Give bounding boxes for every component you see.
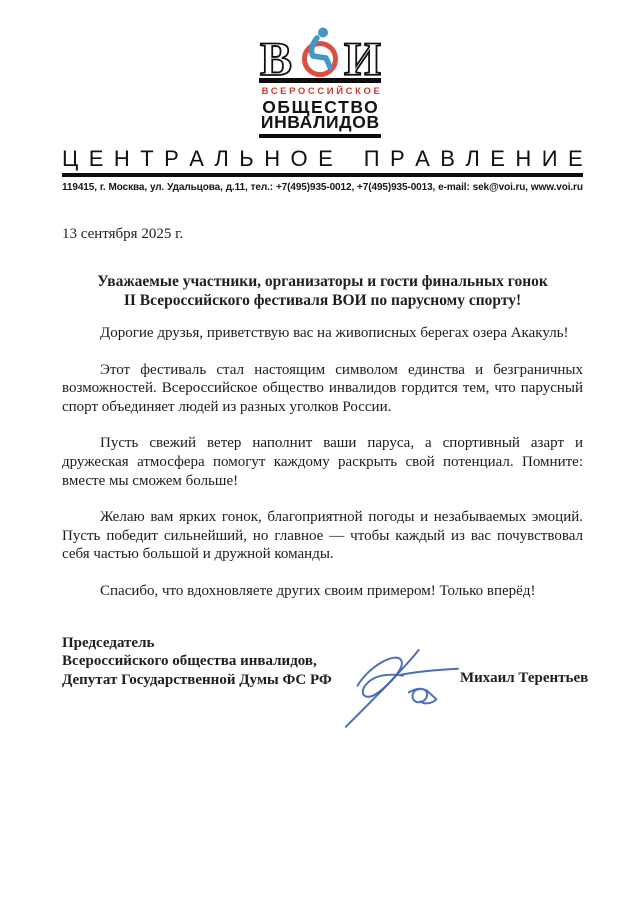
heading-line-1: Уважаемые участники, организаторы и гости финальных гонок — [97, 273, 548, 290]
logo-divider-bottom — [259, 134, 381, 139]
signature-block — [62, 634, 589, 744]
paragraph-thanks: Спасибо, что вдохновляете других своим примером! Только вперёд! — [100, 582, 536, 599]
address-line: 119415, г. Москва, ул. Удальцова, д.11, тел.: +7(495)935-0012, +7(495)935-0013, e-mail: sek@voi.ru, www.voi.ru — [62, 182, 583, 193]
header-rule — [62, 173, 583, 177]
signer-name: Михаил Терентьев — [460, 669, 589, 686]
paragraph-wind: Пусть свежий ветер наполнит ваши паруса, а спортивный азарт и дружеская атмосфера помогут каждому раскрыть свой потенциал. Помните: вместе мы сможем больше! — [62, 435, 583, 489]
emblem-letter-i: И — [344, 33, 381, 78]
letter-date: 13 сентября 2025 г. — [62, 226, 184, 242]
emblem-letter-v: В — [260, 33, 293, 78]
logo-title-line1: ОБЩЕСТВО — [262, 96, 380, 117]
wheelchair-person-head-icon — [318, 28, 328, 38]
logo-divider-top — [259, 78, 381, 83]
department-title: Ц Е Н Т Р А Л Ь Н О Е П Р А В Л Е Н И Е — [62, 146, 583, 171]
letter-heading — [62, 272, 583, 310]
logo-title-line2: ИНВАЛИДОВ — [260, 112, 380, 132]
paragraph-wishes: Желаю вам ярких гонок, благоприятной погоды и незабываемых эмоций. Пусть победит сильнейший, но главное — чтобы каждый из вас почувствовал себя частью большой и дружной команды. — [62, 509, 583, 563]
letterhead — [0, 0, 640, 194]
paragraph-greeting: Дорогие друзья, приветствую вас на живописных берегах озера Акакуль! — [100, 325, 569, 341]
handwritten-signature-icon — [334, 638, 462, 732]
voi-logo — [259, 26, 381, 138]
signer-position-line-2: Всероссийского общества инвалидов, — [62, 653, 317, 670]
logo-subtitle-red: ВСЕРОССИЙСКОЕ — [261, 85, 383, 97]
signer-position-line-1: Председатель — [62, 634, 155, 651]
voi-emblem — [259, 26, 381, 78]
paragraph-festival: Этот фестиваль стал настоящим символом единства и безграничных возможностей. Всероссийское общество инвалидов гордится тем, что парусный спорт объединяет людей из разных уголков России. — [62, 361, 583, 415]
signer-position-line-3: Депутат Государственной Думы ФС РФ — [62, 671, 332, 688]
letter-body — [0, 194, 640, 744]
heading-line-2: II Всероссийского фестиваля ВОИ по парусному спорту! — [123, 292, 522, 309]
